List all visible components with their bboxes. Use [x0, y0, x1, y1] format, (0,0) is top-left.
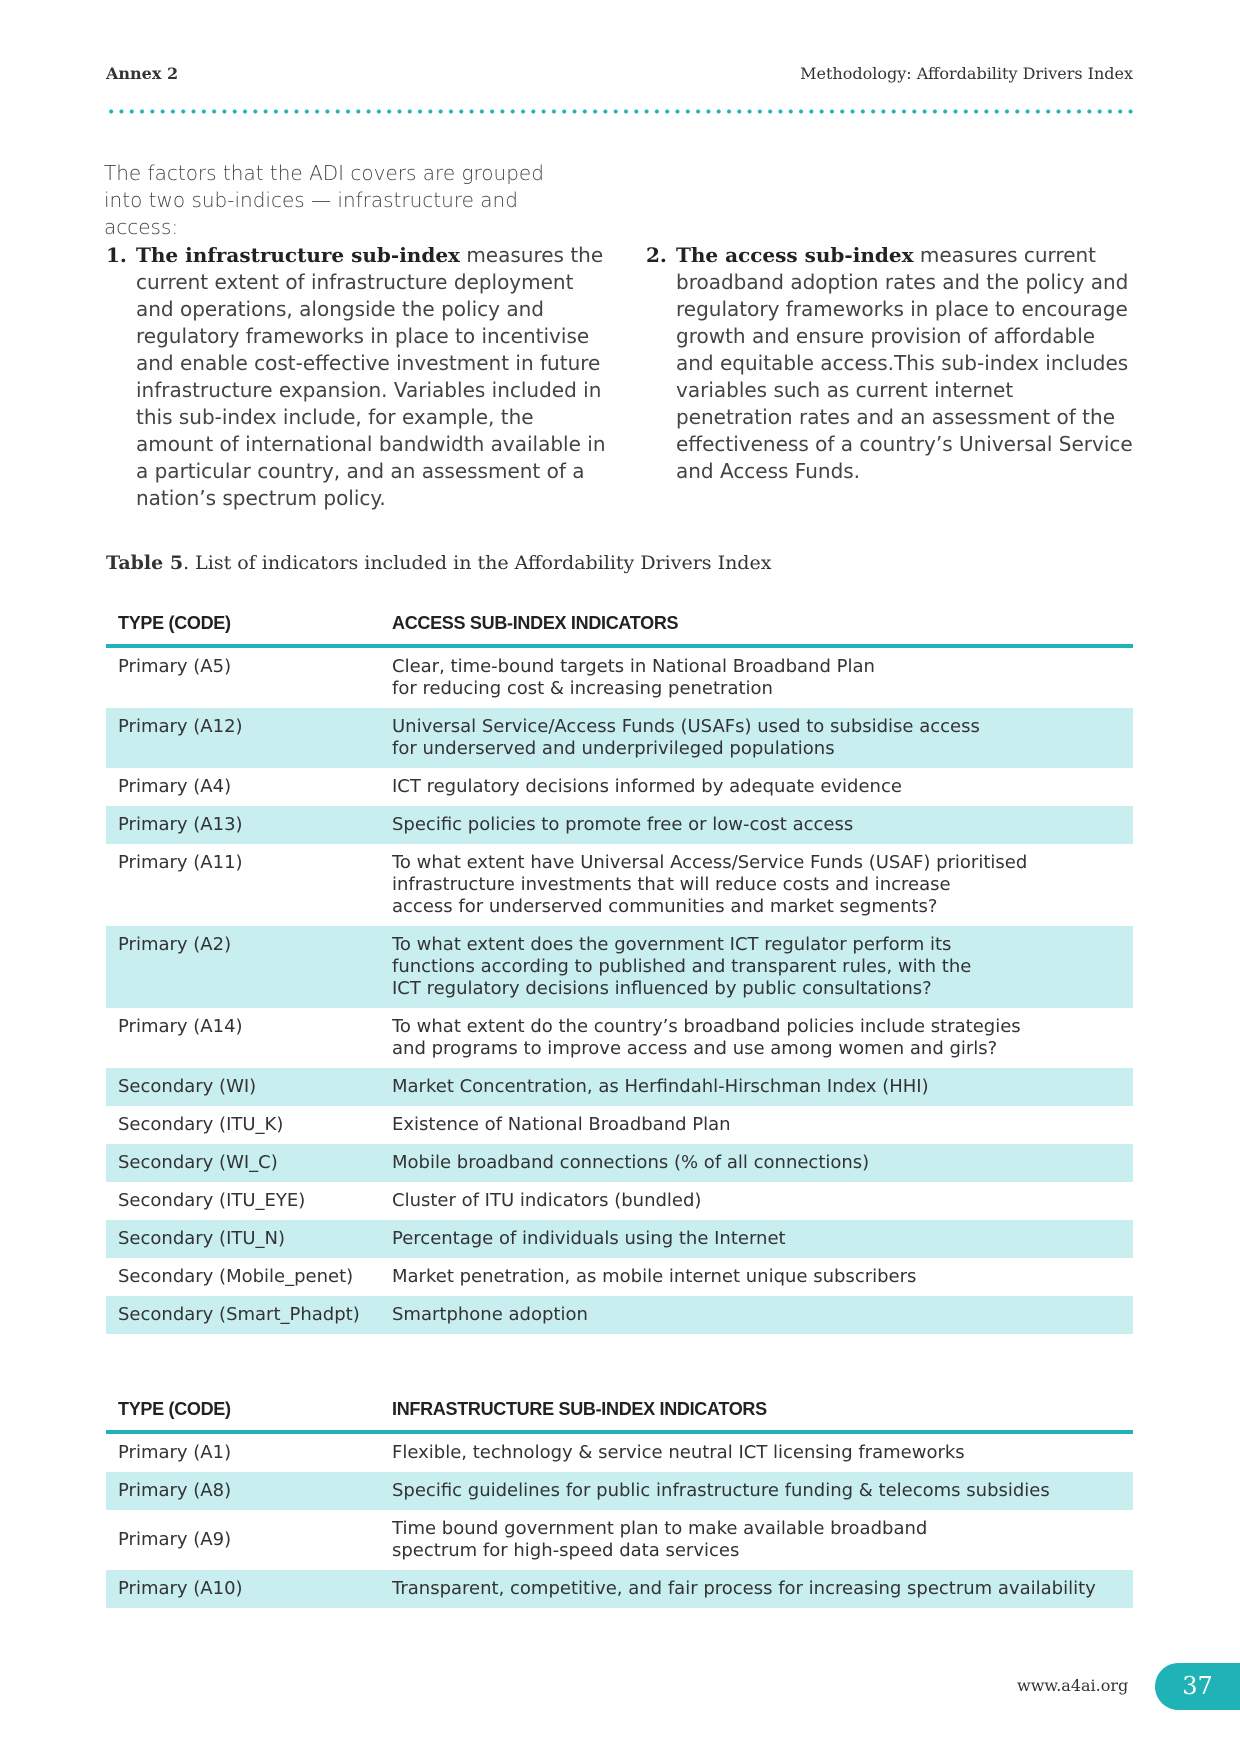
table-row: [106, 1296, 1133, 1334]
type-code-cell: Secondary (WI_C): [106, 1144, 380, 1182]
type-code-cell: Primary (A10): [106, 1570, 380, 1608]
indicator-cell: Clear, time-bound targets in National Broadband Plan for reducing cost & increasing penetration: [392, 656, 875, 699]
list-text: measures the current extent of infrastructure deployment and operations, alongside the policy and regulatory frameworks in place to incentivise and enable cost-effective investment in future infrastructure expansion. Variables included in this sub-index include, for example, the amount of international bandwidth available in a particular country, and an assessment of a nation’s spectrum policy.: [136, 243, 606, 510]
table-row: [106, 708, 1133, 768]
access-indicators-table: [106, 604, 1133, 1334]
column-header-type: TYPE (CODE): [106, 1390, 380, 1432]
type-code-cell: Secondary (WI): [106, 1068, 380, 1106]
page-number: 37: [1155, 1663, 1240, 1710]
table-row: [106, 1068, 1133, 1106]
type-code-cell: Primary (A4): [118, 776, 232, 797]
list-number: 1.: [106, 243, 127, 267]
indicator-cell: To what extent does the government ICT regulator perform its functions according to published and transparent rules, with the ICT regulatory decisions influenced by public consultations?: [380, 926, 1133, 1008]
infrastructure-indicators-table: [106, 1390, 1133, 1608]
column-header-indicators: ACCESS SUB-INDEX INDICATORS: [380, 604, 1133, 646]
type-code-cell: Primary (A11): [118, 852, 243, 873]
table-row: [106, 806, 1133, 844]
indicator-cell: Market penetration, as mobile internet unique subscribers: [392, 1266, 917, 1287]
type-code-cell: Primary (A1): [118, 1442, 232, 1463]
indicator-cell: Percentage of individuals using the Internet: [380, 1220, 1133, 1258]
column-header-indicators: INFRASTRUCTURE SUB-INDEX INDICATORS: [380, 1390, 1133, 1432]
list-term: The access sub-index: [676, 243, 914, 267]
table-row: [106, 646, 1133, 708]
list-text: measures current broadband adoption rates and the policy and regulatory frameworks in place to encourage growth and ensure provision of affordable and equitable access.This sub-index includes variables such as current internet penetration rates and an assessment of the effectiveness of a country’s Universal Service and Access Funds.: [676, 243, 1133, 483]
table-row: [106, 926, 1133, 1008]
indicator-cell: Specific guidelines for public infrastructure funding & telecoms subsidies: [380, 1472, 1133, 1510]
indicator-cell: Mobile broadband connections (% of all connections): [380, 1144, 1133, 1182]
indicator-cell: ICT regulatory decisions informed by adequate evidence: [392, 776, 902, 797]
type-code-cell: Secondary (ITU_EYE): [118, 1190, 306, 1211]
website-url: www.a4ai.org: [1017, 1676, 1129, 1695]
table-row: [106, 1258, 1133, 1296]
dotted-divider: [106, 109, 1133, 114]
type-code-cell: Primary (A12): [106, 708, 380, 768]
type-code-cell: Primary (A13): [106, 806, 380, 844]
indicator-cell: Market Concentration, as Herfindahl-Hirschman Index (HHI): [380, 1068, 1133, 1106]
section-label: Annex 2: [106, 64, 179, 83]
list-item-infrastructure: [106, 242, 606, 512]
type-code-cell: Secondary (Smart_Phadpt): [106, 1296, 380, 1334]
list-item-access: [646, 242, 1136, 485]
table-row: [106, 1144, 1133, 1182]
type-code-cell: Primary (A9): [118, 1529, 232, 1550]
indicator-cell: To what extent do the country’s broadband policies include strategies and programs to improve access and use among women and girls?: [392, 1016, 1021, 1059]
type-code-cell: Secondary (Mobile_penet): [118, 1266, 354, 1287]
table-row: [106, 1570, 1133, 1608]
table-row: [106, 1510, 1133, 1570]
caption-label: Table 5: [106, 552, 184, 574]
table-row: [106, 1106, 1133, 1144]
indicator-cell: To what extent have Universal Access/Service Funds (USAF) prioritised infrastructure investments that will reduce costs and increase access for underserved communities and market segments?: [392, 852, 1028, 917]
type-code-cell: Primary (A2): [106, 926, 380, 1008]
table-row: [106, 768, 1133, 806]
table-caption: [106, 552, 771, 574]
indicator-cell: Transparent, competitive, and fair process for increasing spectrum availability: [380, 1570, 1133, 1608]
type-code-cell: Primary (A8): [106, 1472, 380, 1510]
type-code-cell: Secondary (ITU_K): [118, 1114, 284, 1135]
table-row: [106, 844, 1133, 926]
indicator-cell: Time bound government plan to make available broadband spectrum for high-speed data services: [392, 1518, 928, 1561]
type-code-cell: Secondary (ITU_N): [106, 1220, 380, 1258]
indicator-cell: Cluster of ITU indicators (bundled): [392, 1190, 702, 1211]
caption-text: . List of indicators included in the Affordability Drivers Index: [183, 552, 772, 574]
indicator-cell: Specific policies to promote free or low-cost access: [380, 806, 1133, 844]
running-title: Methodology: Affordability Drivers Index: [800, 64, 1133, 83]
indicator-cell: Existence of National Broadband Plan: [392, 1114, 731, 1135]
indicator-cell: Universal Service/Access Funds (USAFs) used to subsidise access for underserved and underprivileged populations: [380, 708, 1133, 768]
indicator-cell: Smartphone adoption: [380, 1296, 1133, 1334]
intro-paragraph: The factors that the ADI covers are grouped into two sub-indices — infrastructure and access:: [104, 161, 544, 239]
indicator-cell: Flexible, technology & service neutral ICT licensing frameworks: [392, 1442, 965, 1463]
type-code-cell: Primary (A14): [118, 1016, 243, 1037]
table-row: [106, 1008, 1133, 1068]
list-term: The infrastructure sub-index: [136, 243, 460, 267]
table-row: [106, 1220, 1133, 1258]
list-number: 2.: [646, 243, 667, 267]
column-header-type: TYPE (CODE): [106, 604, 380, 646]
type-code-cell: Primary (A5): [118, 656, 232, 677]
table-row: [106, 1182, 1133, 1220]
table-row: [106, 1472, 1133, 1510]
table-row: [106, 1432, 1133, 1472]
